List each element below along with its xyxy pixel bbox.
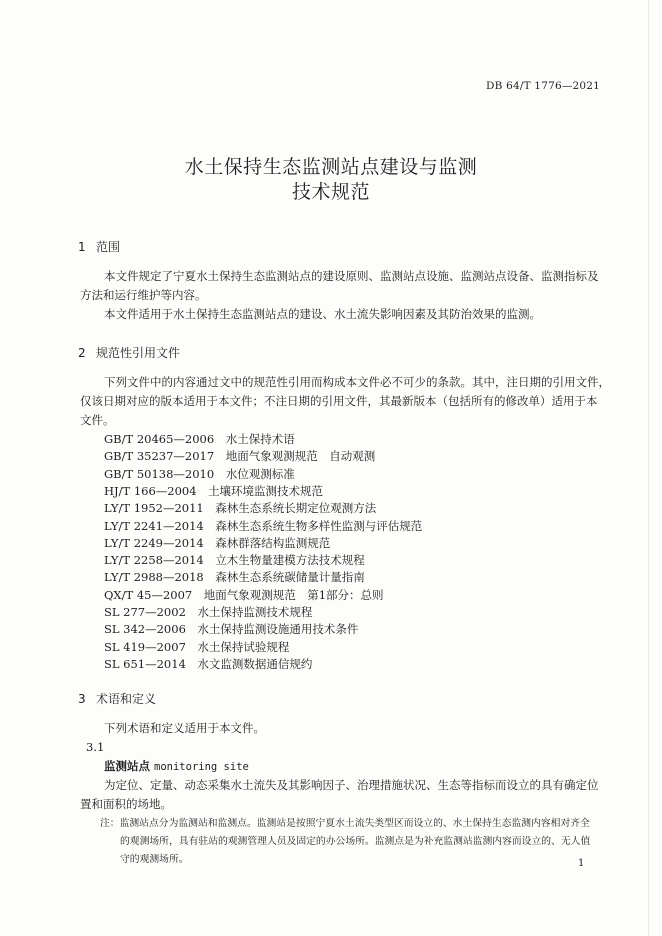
reference-code: LY/T 2249—2014	[104, 535, 204, 550]
term-number: 3.1	[86, 740, 105, 754]
reference-title: 土壤环境监测技术规范	[208, 483, 324, 498]
reference-item	[104, 535, 330, 551]
section-3-heading	[78, 690, 156, 707]
note-line-3: 守的观测场所。	[120, 854, 189, 865]
section-2-heading	[78, 344, 180, 361]
reference-item	[104, 448, 375, 464]
term-heading	[104, 758, 249, 774]
reference-code: GB/T 35237—2017	[104, 449, 215, 464]
reference-title: 水土保持术语	[225, 432, 295, 446]
reference-item	[104, 587, 384, 603]
section-3-number: 3	[78, 692, 86, 706]
note-line-1	[100, 815, 590, 829]
reference-item	[104, 500, 376, 516]
reference-title: 森林生态系统生物多样性监测与评估规范	[215, 518, 423, 533]
reference-title: 森林生态系统长期定位观测方法	[215, 501, 377, 516]
section-1-para-1-line-1: 本文件规定了宁夏水土保持生态监测站点的建设原则、监测站点设施、监测站点设备、监测指标及	[104, 269, 599, 283]
reference-title: 水土保持监测技术规程	[197, 605, 313, 619]
reference-code: HJ/T 166—2004	[104, 483, 197, 498]
reference-item	[104, 639, 289, 655]
section-2-intro-line-1: 下列文件中的内容通过文中的规范性引用而构成本文件必不可少的条款。其中，注日期的引用文件，	[104, 375, 610, 389]
reference-title: 地面气象观测规范 第1部分：总则	[203, 587, 384, 602]
reference-item	[104, 518, 422, 534]
reference-title: 水位观测标准	[225, 466, 295, 481]
reference-item	[104, 656, 312, 672]
reference-code: LY/T 2241—2014	[104, 518, 204, 533]
page-number: 1	[578, 858, 585, 869]
reference-title: 水土保持试验规程	[197, 639, 290, 654]
section-2-number: 2	[78, 346, 86, 360]
reference-code: LY/T 1952—2011	[104, 501, 204, 516]
note-line-2: 的观测场所，具有驻站的观测管理人员及固定的办公场所。监测点是为补充监测站监测内容而设立的、无人值	[120, 836, 591, 847]
term-definition-line-1: 为定位、定量、动态采集水土流失及其影响因子、治理措施状况、生态等指标而设立的具有确定位	[104, 778, 599, 792]
reference-item	[104, 483, 323, 499]
reference-item	[104, 604, 312, 620]
reference-item	[104, 552, 365, 568]
reference-code: SL 419—2007	[104, 639, 186, 654]
section-3-intro: 下列术语和定义适用于本文件。	[104, 721, 265, 735]
reference-item	[104, 466, 295, 482]
section-1-para-2: 本文件适用于水土保持生态监测站点的建设、水土流失影响因素及其防治效果的监测。	[104, 307, 541, 321]
reference-code: GB/T 50138—2010	[104, 466, 215, 481]
reference-code: QX/T 45—2007	[104, 587, 193, 602]
title-line-1: 水土保持生态监测站点建设与监测	[184, 156, 478, 178]
note-label: 注：	[100, 818, 120, 829]
section-2-intro-line-3: 文件。	[80, 413, 115, 427]
document-id: DB 64/T 1776—2021	[486, 80, 601, 92]
section-1-number: 1	[78, 240, 86, 254]
section-3-title: 术语和定义	[96, 692, 157, 706]
reference-title: 地面气象观测规范 自动观测	[225, 449, 376, 464]
reference-title: 立木生物量建模方法技术规程	[215, 553, 365, 568]
reference-item	[104, 569, 365, 585]
reference-code: GB/T 20465—2006	[104, 432, 215, 446]
title-line-2: 技术规范	[291, 181, 370, 203]
reference-title: 森林生态系统碳储量计量指南	[215, 570, 365, 585]
reference-code: SL 277—2002	[104, 605, 186, 619]
reference-code: SL 342—2006	[104, 622, 186, 637]
note-text-1: 监测站点分为监测站和监测点。监测站是按照宁夏水土流失类型区而设立的、水土保持生态监测内容相对齐全	[119, 818, 590, 829]
reference-title: 水文监测数据通信规约	[197, 656, 313, 671]
reference-code: SL 651—2014	[104, 656, 186, 671]
term-chinese: 监测站点	[104, 759, 150, 773]
term-definition-line-2: 置和面积的场地。	[80, 797, 172, 811]
reference-item	[104, 621, 358, 637]
section-2-intro-line-2: 仅该日期对应的版本适用于本文件；不注日期的引用文件，其最新版本（包括所有的修改单）适用于本	[80, 394, 598, 408]
term-english: monitoring site	[154, 761, 249, 773]
reference-code: LY/T 2988—2018	[104, 570, 204, 585]
section-2-title: 规范性引用文件	[96, 346, 181, 360]
reference-title: 森林群落结构监测规范	[215, 535, 331, 550]
reference-item	[104, 431, 295, 447]
section-1-heading	[78, 238, 120, 255]
section-1-title: 范围	[96, 240, 121, 254]
scan-edge-line	[648, 0, 649, 936]
reference-title: 水土保持监测设施通用技术条件	[197, 622, 359, 637]
reference-code: LY/T 2258—2014	[104, 553, 204, 568]
section-1-para-1-line-2: 方法和运行维护等内容。	[80, 288, 207, 302]
